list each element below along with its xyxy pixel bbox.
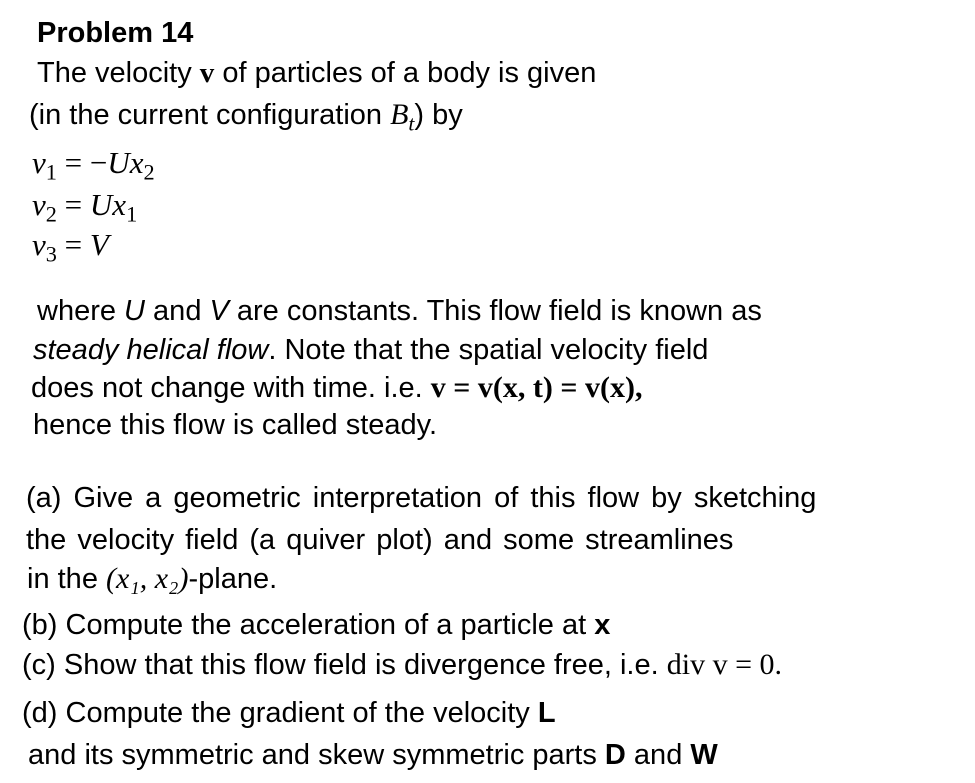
plane-symbol: (x₁, x₂) <box>106 562 189 595</box>
flow-name: steady helical flow <box>33 334 269 366</box>
intro-text: The velocity <box>37 57 200 89</box>
divergence-formula: div v = 0. <box>666 648 782 681</box>
velocity-field-formula: v = v(x, t) = v(x), <box>430 371 643 404</box>
desc-line-1: where U and V are constants. This flow field is known as <box>37 295 762 327</box>
velocity-symbol: v <box>199 57 215 89</box>
part-a-line-1: (a) Give a geometric interpretation of this flow by sketching <box>26 482 817 514</box>
part-d-line-2: and its symmetric and skew symmetric parts D and W <box>28 739 718 771</box>
desc-line-2: steady helical flow. Note that the spatial velocity field <box>33 334 709 366</box>
equation-v1: $v_1 = -Ux_2$ <box>32 145 155 185</box>
config-symbol: $B_t$ <box>390 98 415 136</box>
intro-text: of particles of a body is given <box>214 57 597 89</box>
constant-U: U <box>124 295 145 327</box>
constant-V: V <box>209 295 229 327</box>
equation-v2: $v_2 = Ux_1$ <box>32 187 138 227</box>
part-a-line-2: the velocity field (a quiver plot) and some streamlines <box>26 524 734 556</box>
desc-line-3: does not change with time. i.e. v = v(x, t) = v(x), <box>31 371 643 404</box>
intro-text: ) by <box>414 99 463 131</box>
intro-line-1 <box>37 56 596 90</box>
part-b: (b) Compute the acceleration of a particle at x <box>22 609 611 641</box>
gradient-symbol: L <box>537 697 556 729</box>
symmetric-part-symbol: D <box>604 739 626 771</box>
position-symbol: x <box>594 609 611 641</box>
intro-text: (in the current configuration <box>29 99 391 131</box>
equation-v3: $v_3 = V$ <box>32 227 109 267</box>
intro-line-2 <box>29 98 463 136</box>
problem-title: Problem 14 <box>37 17 194 49</box>
skew-part-symbol: W <box>690 739 718 771</box>
desc-line-4: hence this flow is called steady. <box>33 409 438 441</box>
part-c: (c) Show that this flow field is divergence free, i.e. div v = 0. <box>22 648 782 681</box>
part-d-line-1: (d) Compute the gradient of the velocity L <box>22 697 556 729</box>
part-a-line-3: in the (x₁, x₂)-plane. <box>27 562 278 595</box>
